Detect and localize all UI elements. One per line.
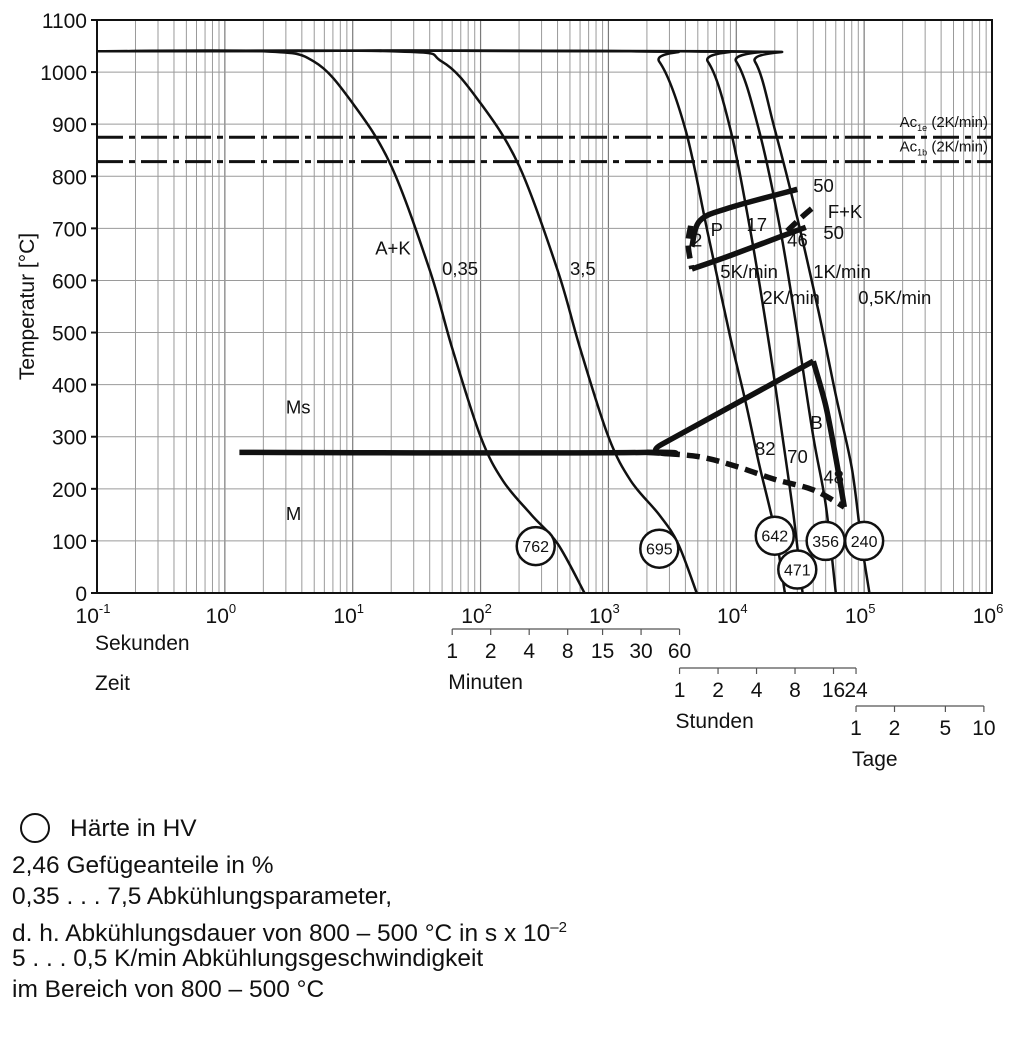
hardness-value: 695: [645, 541, 673, 559]
days-tick-label: 2: [888, 717, 901, 740]
hardness-value: 240: [850, 533, 878, 551]
annotation-label: 0,5K/min: [858, 286, 932, 308]
annotation-label: 1K/min: [813, 260, 871, 282]
legend: [12, 806, 1012, 1005]
minutes-tick-label: 60: [667, 640, 692, 663]
x-tick-label: $10^0$: [205, 601, 237, 628]
y-tick-label: 0: [75, 583, 87, 606]
hardness-value: 642: [761, 528, 789, 546]
minutes-tick-label: 15: [590, 640, 615, 663]
legend-hardness: [12, 806, 1012, 850]
reference-label-ac1e: $Ac_{1e}$ (2K/min): [899, 114, 988, 134]
legend-rate: 5 . . . 0,5 K/min Abkühlungsgeschwindigkeit: [12, 945, 484, 972]
legend-parameter-exp: –2: [550, 919, 567, 936]
cooling-curve: [97, 51, 836, 594]
cooling-curve: [97, 51, 697, 594]
hardness-circle-icon: [20, 813, 50, 843]
y-tick-label: 100: [51, 530, 87, 554]
hours-tick-label: 2: [712, 679, 724, 702]
annotation-label: 50: [813, 174, 834, 196]
x-tick-label: $10^1$: [333, 601, 365, 628]
legend-parameter-desc-text: d. h. Abkühlungsdauer von 800 – 500 °C in s x 10: [12, 920, 551, 948]
minutes-tick-label: 8: [561, 640, 574, 663]
annotation-label: 0,35: [442, 258, 479, 280]
annotation-label: 2: [691, 229, 703, 251]
legend-parameter-desc: [12, 912, 1012, 948]
annotation-label: P: [710, 219, 723, 241]
annotation-label: 3,5: [569, 258, 596, 280]
hours-tick-label: 16: [821, 679, 846, 702]
x-tick-label: $10^5$: [844, 601, 876, 628]
reference-lines: [97, 114, 992, 161]
y-tick-label: 900: [51, 114, 87, 138]
minutes-tick-label: 4: [523, 640, 536, 663]
cooling-curve: [97, 51, 785, 594]
x-tick-label: $10^{-1}$: [75, 601, 111, 628]
legend-parameter: 0,35 . . . 7,5 Abkühlungsparameter,: [12, 883, 393, 910]
annotation-label: 70: [787, 445, 808, 467]
hours-axis-label: Stunden: [675, 710, 754, 733]
x-tick-label: $10^4$: [716, 601, 748, 628]
annotation-label: 50: [823, 221, 844, 243]
days-tick-label: 10: [972, 717, 996, 740]
time-axis-label: Zeit: [95, 672, 131, 695]
legend-hardness-text: Härte in HV: [70, 814, 197, 842]
y-tick-label: 700: [51, 218, 87, 242]
hardness-value: 762: [522, 539, 550, 557]
hours-tick-label: 1: [673, 679, 686, 702]
days-tick-label: 1: [850, 717, 862, 740]
annotation-label: Ms: [285, 396, 311, 418]
hardness-value: 356: [812, 533, 840, 551]
hours-tick-label: 4: [750, 679, 763, 702]
phase-boundary-ms-line: [239, 361, 813, 453]
minutes-axis-label: Minuten: [448, 671, 523, 694]
annotation-label: 2K/min: [762, 286, 820, 308]
annotation-label: 48: [823, 466, 844, 488]
reference-label-ac1b: $Ac_{1b}$ (2K/min): [899, 138, 988, 158]
annotation-label: M: [285, 503, 302, 525]
minutes-tick-label: 30: [629, 640, 653, 663]
y-tick-label: 500: [51, 322, 87, 346]
annotation-label: 46: [787, 229, 808, 251]
days-tick-label: 5: [939, 717, 952, 740]
hardness-value: 471: [783, 562, 811, 580]
cooling-curve: [97, 51, 803, 594]
y-tick-label: 200: [51, 478, 87, 502]
seconds-axis-label: Sekunden: [95, 632, 190, 655]
y-tick-label: 600: [51, 270, 87, 294]
x-tick-label: $10^3$: [589, 601, 620, 628]
phase-boundary-bainite-lower: [647, 452, 844, 507]
annotation-label: B: [810, 411, 823, 433]
x-tick-label: $10^6$: [972, 601, 1004, 628]
minutes-tick-label: 2: [484, 640, 497, 663]
y-tick-label: 400: [51, 374, 87, 398]
annotation-label: A+K: [375, 237, 411, 259]
annotation-label: 82: [754, 437, 776, 459]
annotation-label: F+K: [827, 200, 863, 222]
hours-tick-label: 24: [844, 679, 868, 702]
y-tick-label: 1100: [41, 10, 87, 33]
y-tick-label: 1000: [40, 62, 87, 86]
x-tick-label: $10^2$: [461, 601, 492, 628]
y-tick-label: 300: [51, 426, 87, 450]
annotation-label: 5K/min: [720, 260, 778, 282]
legend-fractions: 2,46 Gefügeanteile in %: [12, 852, 274, 879]
legend-range: im Bereich von 800 – 500 °C: [12, 976, 325, 1003]
annotation-label: 17: [746, 213, 767, 235]
days-axis-label: Tage: [852, 748, 898, 771]
y-tick-label: 800: [51, 166, 87, 190]
hardness-markers: [517, 517, 883, 589]
minutes-tick-label: 1: [446, 640, 459, 663]
y-axis-label: Temperatur [°C]: [16, 232, 39, 381]
hours-tick-label: 8: [789, 679, 801, 702]
